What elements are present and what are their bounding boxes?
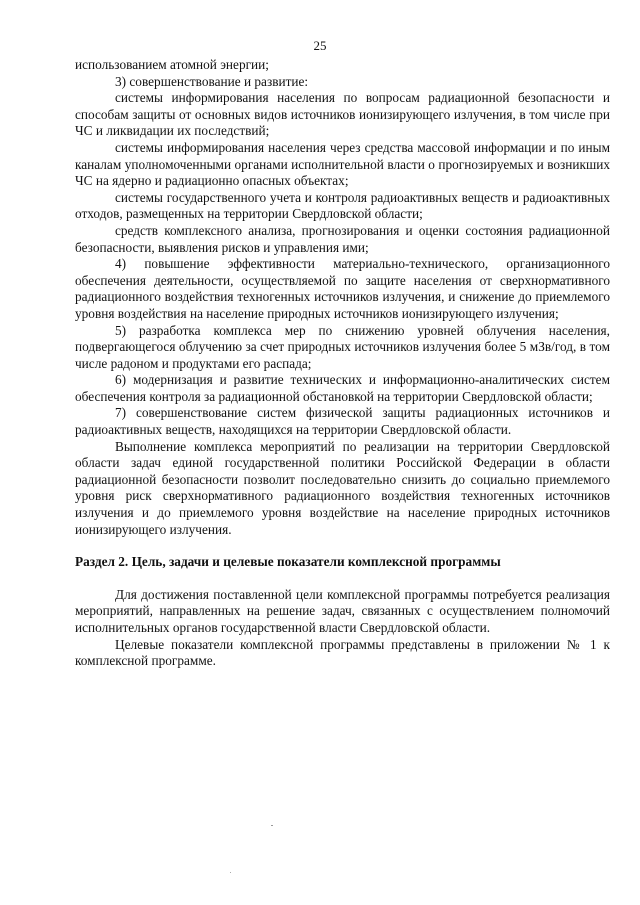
list-item-6: 6) модернизация и развитие технических и информационно-аналитических систем обеспечения контроля за радиационной обстановкой на территории Свердловской области;	[75, 372, 610, 404]
paragraph: системы информирования населения через средства массовой информации и по иным каналам уполномоченными органами исполнительной власти о прогнозируемых и возникших ЧС на ядерно и радиационно опасных объектах;	[75, 139, 610, 189]
document-body	[75, 57, 610, 670]
paragraph-continuation: использованием атомной энергии;	[75, 57, 269, 72]
paragraph: Целевые показатели комплексной программы представлены в приложении № 1 к комплексной программе.	[75, 636, 610, 669]
list-item-4: 4) повышение эффективности материально-технического, организационного обеспечения деятельности, осуществляемой по защите населения от сверхнормативного радиационного воздействия техногенных источников излучения, и снижение до приемлемого уровня воздействия на население природных источников ионизирующего излучения;	[75, 256, 610, 321]
list-item-5: 5) разработка комплекса мер по снижению уровней облучения населения, подвергающегося облучению за счет природных источников излучения более 5 мЗв/год, в том числе радоном и продуктами его распада;	[75, 322, 610, 371]
paragraph: средств комплексного анализа, прогнозирования и оценки состояния радиационной безопасности, выявления рисков и управления ими;	[75, 222, 610, 255]
paragraph: Для достижения поставленной цели комплексной программы потребуется реализация мероприятий, направленных на решение задач, связанных с осуществлением полномочий исполнительных органов государственной власти Свердловской области.	[75, 586, 610, 635]
scan-speck	[230, 872, 231, 873]
paragraph: системы информирования населения по вопросам радиационной безопасности и способам защиты от основных видов источников ионизирующего излучения, в том числе при ЧС и ликвидации их последствий;	[75, 90, 610, 139]
list-item-7: 7) совершенствование систем физической защиты радиационных источников и радиоактивных веществ, находящихся на территории Свердловской области.	[75, 405, 610, 438]
list-item-3: 3) совершенствование и развитие:	[115, 73, 309, 89]
paragraph: системы государственного учета и контроля радиоактивных веществ и радиоактивных отходов, размещенных на территории Свердловской области;	[75, 189, 610, 222]
paragraph: Выполнение комплекса мероприятий по реализации на территории Свердловской области задач единой государственной политики Российской Федерации в области радиационной безопасности позволит последовательно снизить до социально приемлемого уровня риск сверхнормативного радиационного воздействия техногенных источников излучения и до приемлемого уровня воздействие на население природных источников ионизирующего излучения.	[75, 438, 610, 537]
page-number: 25	[313, 38, 327, 53]
section-heading: Раздел 2. Цель, задачи и целевые показатели комплексной программы	[75, 554, 501, 570]
scan-speck	[271, 825, 273, 826]
